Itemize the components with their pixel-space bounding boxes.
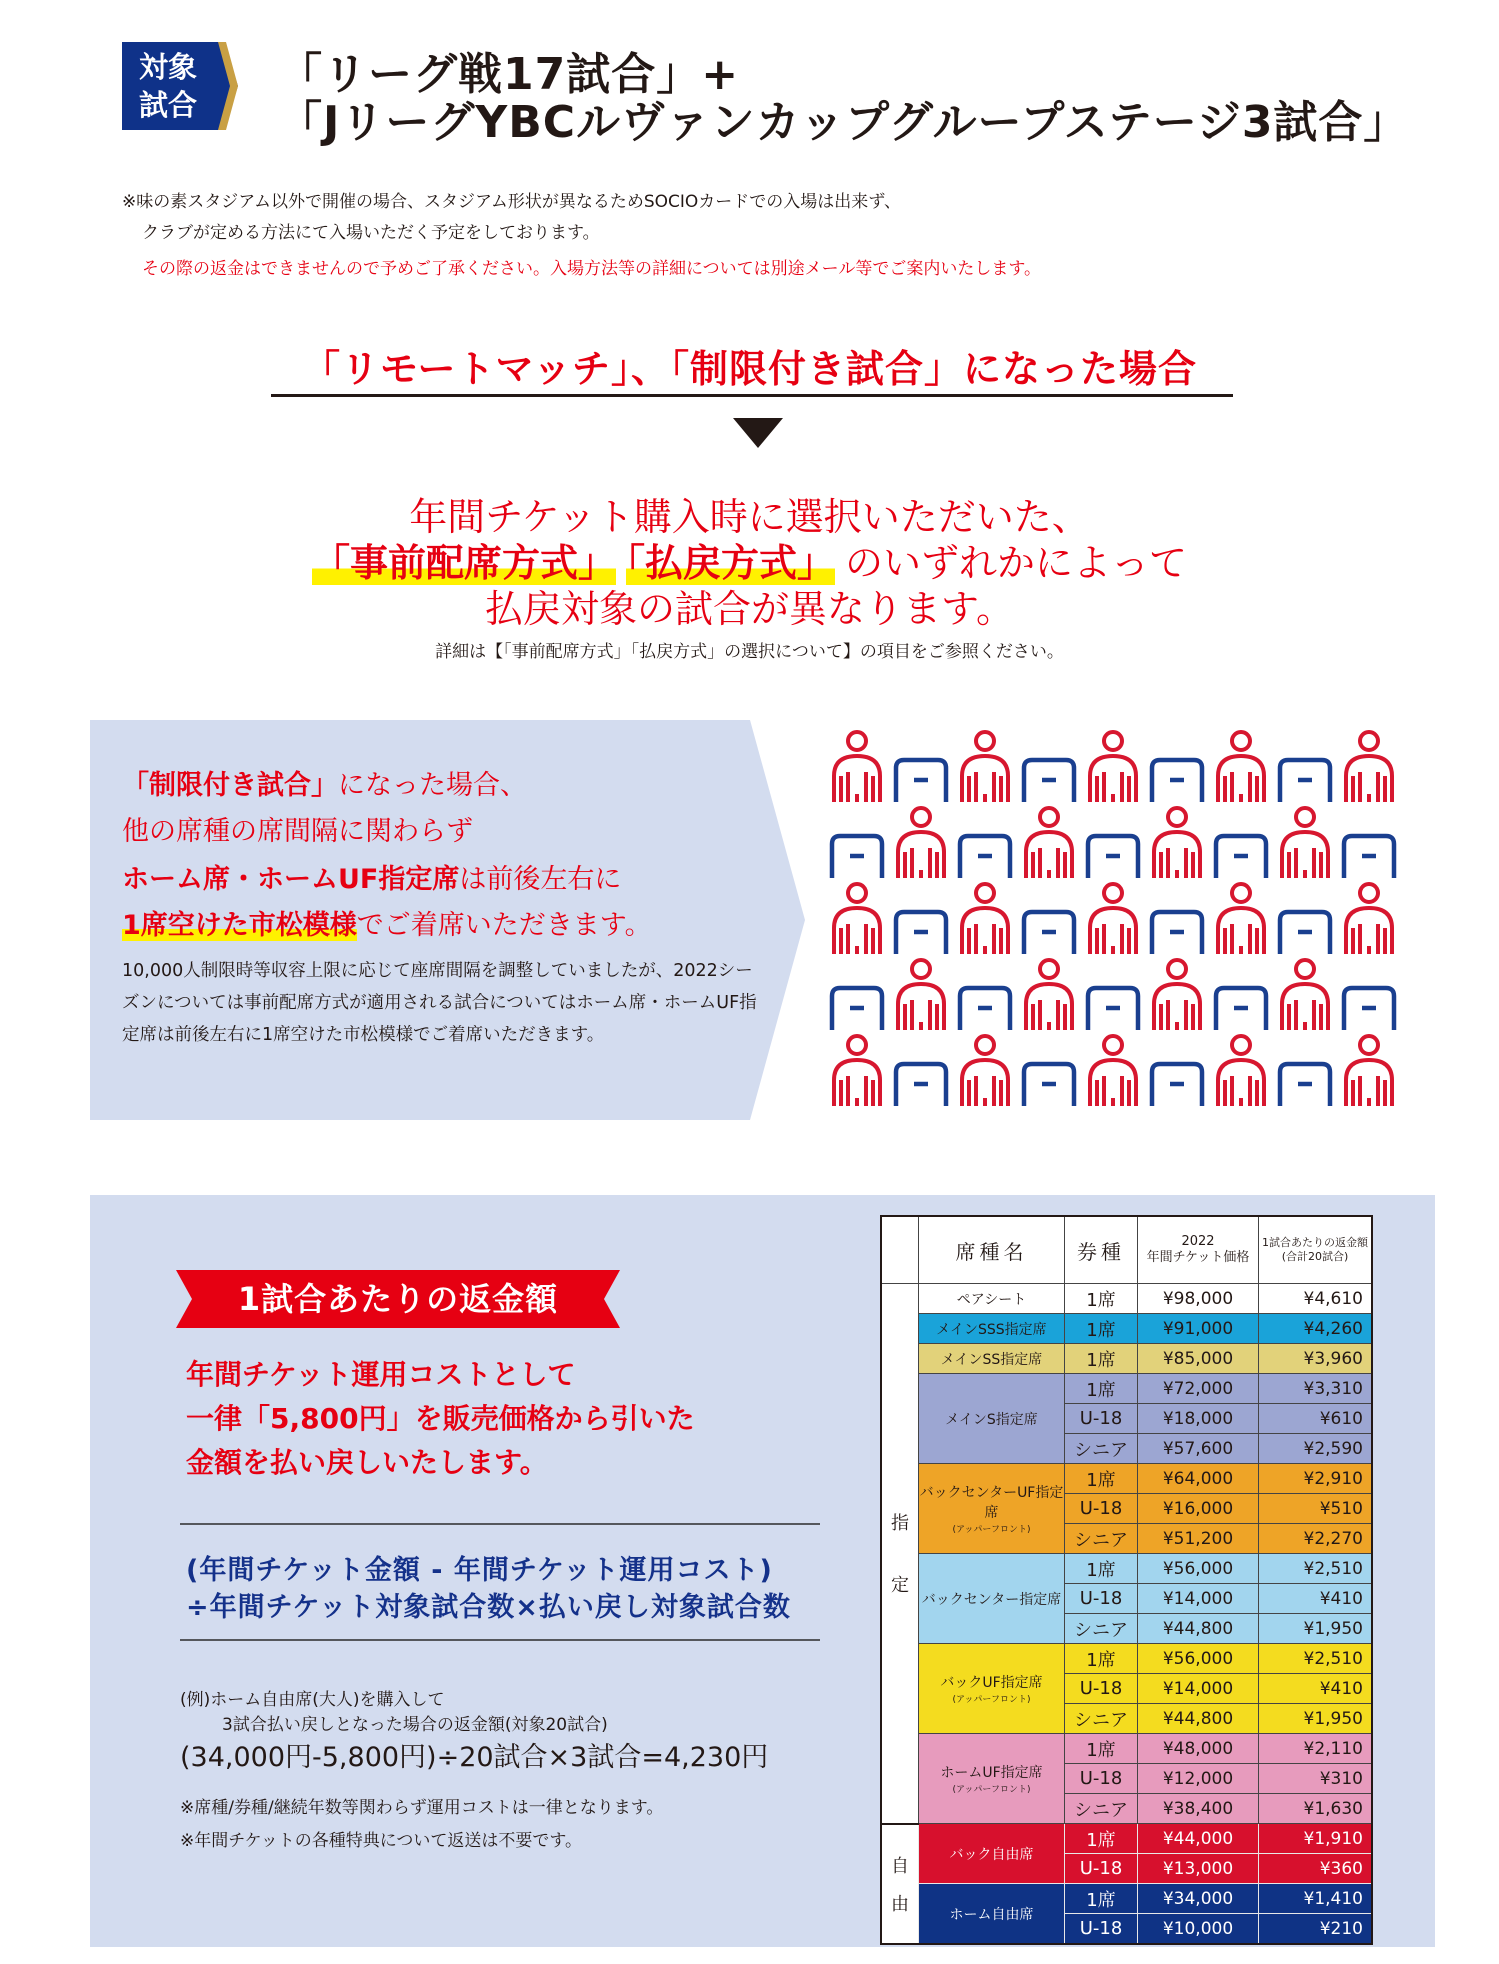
footnote-2: ※年間チケットの各種特典について返送は不要です。 <box>180 1831 583 1851</box>
header-price-year: 2022 <box>1181 1234 1215 1249</box>
table-row <box>881 1884 1372 1914</box>
price-cell: ¥48,000 <box>1138 1734 1259 1764</box>
header-refund-sub: (合計20試合) <box>1281 1250 1349 1263</box>
badge-line-1: 対象 <box>138 50 197 84</box>
ticket-type-cell: 1席 <box>1065 1284 1138 1314</box>
price-cell: ¥72,000 <box>1138 1374 1259 1404</box>
ticket-type-cell: U-18 <box>1065 1764 1138 1794</box>
ticket-type-cell: 1席 <box>1065 1734 1138 1764</box>
row-5 <box>834 1036 1392 1106</box>
example-line-1: (例)ホーム自由席(大人)を購入して <box>180 1690 445 1710</box>
refund-cell: ¥410 <box>1259 1674 1373 1704</box>
seat-name-cell: メインSSS指定席 <box>919 1314 1065 1344</box>
price-cell: ¥85,000 <box>1138 1344 1259 1374</box>
divider <box>271 394 1233 397</box>
seat-name-cell: ペアシート <box>919 1284 1065 1314</box>
refund-cell: ¥1,910 <box>1259 1824 1373 1854</box>
ticket-type-cell: U-18 <box>1065 1674 1138 1704</box>
price-cell: ¥44,000 <box>1138 1824 1259 1854</box>
formula-divider-top <box>180 1523 820 1525</box>
ticket-type-cell: 1席 <box>1065 1824 1138 1854</box>
ticket-type-cell: 1席 <box>1065 1464 1138 1494</box>
price-cell: ¥38,400 <box>1138 1794 1259 1824</box>
header-price-label: 年間チケット価格 <box>1146 1250 1250 1265</box>
panel-line-1 <box>122 763 527 802</box>
refund-cell: ¥2,910 <box>1259 1464 1373 1494</box>
refund-cell: ¥2,590 <box>1259 1434 1373 1464</box>
group-reserved-label: 指 定 <box>881 1284 919 1824</box>
ticket-type-cell: 1席 <box>1065 1554 1138 1584</box>
table-row <box>881 1644 1372 1674</box>
chevron-right-icon <box>214 42 240 130</box>
refund-cell: ¥610 <box>1259 1404 1373 1434</box>
seat-name-cell: バック自由席 <box>919 1824 1065 1884</box>
ticket-type-cell: シニア <box>1065 1434 1138 1464</box>
ticket-type-cell: シニア <box>1065 1614 1138 1644</box>
example-calculation: (34,000円-5,800円)÷20試合×3試合=4,230円 <box>180 1742 769 1773</box>
refund-cell: ¥510 <box>1259 1494 1373 1524</box>
ticket-type-cell: シニア <box>1065 1704 1138 1734</box>
seat-name-cell: メインSS指定席 <box>919 1344 1065 1374</box>
price-cell: ¥51,200 <box>1138 1524 1259 1554</box>
lead-line-2-rest: のいずれかによって <box>845 541 1188 585</box>
price-cell: ¥16,000 <box>1138 1494 1259 1524</box>
refund-cell: ¥310 <box>1259 1764 1373 1794</box>
ticket-type-cell: U-18 <box>1065 1854 1138 1884</box>
refund-cell: ¥3,310 <box>1259 1374 1373 1404</box>
table-row <box>881 1824 1372 1854</box>
table-row <box>881 1284 1372 1314</box>
price-cell: ¥10,000 <box>1138 1914 1259 1945</box>
refund-cell: ¥1,410 <box>1259 1884 1373 1914</box>
row-2 <box>832 808 1394 878</box>
price-cell: ¥44,800 <box>1138 1704 1259 1734</box>
refund-cell: ¥210 <box>1259 1914 1373 1945</box>
footnote-1: ※席種/券種/継続年数等関わらず運用コストは一律となります。 <box>180 1798 664 1818</box>
seat-name-cell: ホーム自由席 <box>919 1884 1065 1945</box>
header-refund-label: 1試合あたりの返金額 <box>1262 1236 1368 1249</box>
panel-line-3 <box>122 857 621 896</box>
checkerboard-seating-pictogram <box>820 728 1410 1118</box>
refund-cell: ¥410 <box>1259 1584 1373 1614</box>
refund-cell: ¥2,510 <box>1259 1554 1373 1584</box>
panel-line-1-rest: になった場合、 <box>338 770 527 801</box>
refund-cell: ¥360 <box>1259 1854 1373 1884</box>
header-seat-name: 席種名 <box>919 1216 1065 1284</box>
ticket-type-cell: U-18 <box>1065 1494 1138 1524</box>
lead-line-1: 年間チケット購入時に選択いただいた、 <box>409 495 1090 539</box>
ticket-type-cell: U-18 <box>1065 1404 1138 1434</box>
formula-line-1: (年間チケット金額 - 年間チケット運用コスト) <box>186 1555 773 1586</box>
panel-line-3-rest: は前後左右に <box>459 864 622 895</box>
refund-cell: ¥1,630 <box>1259 1794 1373 1824</box>
note-line-2: クラブが定める方法にて入場いただく予定をしております。 <box>142 223 600 243</box>
header-group <box>881 1216 919 1284</box>
panel-body: 10,000人制限時等収容上限に応じて座席間隔を調整していましたが、2022シーズンについては事前配席方式が適用される試合についてはホーム席・ホームUF指定席は前後左右に1席空けた市松模様でご着席いただきます。 <box>122 961 757 1045</box>
refund-price-table <box>880 1215 1373 1945</box>
refund-cell: ¥3,960 <box>1259 1344 1373 1374</box>
table-row <box>881 1344 1372 1374</box>
row-4 <box>832 960 1394 1030</box>
row-3 <box>834 884 1392 954</box>
badge-line-2: 試合 <box>138 88 197 122</box>
lead-line-3: 払戻対象の試合が異なります。 <box>485 587 1014 631</box>
table-row <box>881 1734 1372 1764</box>
ticket-type-cell: U-18 <box>1065 1914 1138 1945</box>
price-cell: ¥13,000 <box>1138 1854 1259 1884</box>
refund-desc-line-1: 年間チケット運用コストとして <box>186 1358 576 1391</box>
seat-name-cell: バックセンター指定席 <box>919 1554 1065 1644</box>
price-cell: ¥64,000 <box>1138 1464 1259 1494</box>
refund-cell: ¥1,950 <box>1259 1704 1373 1734</box>
example-line-2: 3試合払い戻しとなった場合の返金額(対象20試合) <box>222 1715 608 1735</box>
ticket-type-cell: 1席 <box>1065 1884 1138 1914</box>
panel-line-4 <box>122 903 652 942</box>
refund-cell: ¥2,110 <box>1259 1734 1373 1764</box>
refund-cell: ¥1,950 <box>1259 1614 1373 1644</box>
price-cell: ¥12,000 <box>1138 1764 1259 1794</box>
price-cell: ¥18,000 <box>1138 1404 1259 1434</box>
table-row <box>881 1464 1372 1494</box>
refund-cell: ¥4,260 <box>1259 1314 1373 1344</box>
note-refund-warning: その際の返金はできませんので予めご了承ください。入場方法等の詳細については別途メール等でご案内いたします。 <box>142 259 1041 279</box>
formula-divider-bottom <box>180 1639 820 1641</box>
ticket-type-cell: シニア <box>1065 1794 1138 1824</box>
price-cell: ¥56,000 <box>1138 1554 1259 1584</box>
header-title-line-2: 「JリーグYBCルヴァンカップグループステージ3試合」 <box>278 97 1409 148</box>
refund-cell: ¥2,510 <box>1259 1644 1373 1674</box>
seat-name-cell: バックUF指定席 (アッパーフロント) <box>919 1644 1065 1734</box>
restricted-match-label: 「制限付き試合」 <box>122 770 338 801</box>
ticket-type-cell: 1席 <box>1065 1644 1138 1674</box>
ticket-type-cell: 1席 <box>1065 1374 1138 1404</box>
table-header-row <box>881 1216 1372 1284</box>
refund-cell: ¥4,610 <box>1259 1284 1373 1314</box>
price-cell: ¥98,000 <box>1138 1284 1259 1314</box>
highlight-pre-seat-method: 「事前配席方式」 <box>311 541 616 585</box>
price-cell: ¥56,000 <box>1138 1644 1259 1674</box>
panel-line-2: 他の席種の席間隔に関わらず <box>122 816 473 847</box>
refund-desc-line-3: 金額を払い戻しいたします。 <box>186 1446 548 1479</box>
ticket-type-cell: 1席 <box>1065 1314 1138 1344</box>
price-cell: ¥34,000 <box>1138 1884 1259 1914</box>
seat-name-cell: ホームUF指定席 (アッパーフロント) <box>919 1734 1065 1824</box>
section-title: 「リモートマッチ」、「制限付き試合」になった場合 <box>302 347 1197 391</box>
table-row <box>881 1314 1372 1344</box>
ticket-type-cell: シニア <box>1065 1524 1138 1554</box>
note-line-1: ※味の素スタジアム以外で開催の場合、スタジアム形状が異なるためSOCIOカードでの入場は出来ず、 <box>122 192 901 212</box>
header-title-line-1: 「リーグ戦17試合」+ <box>278 49 740 100</box>
refund-desc-line-2: 一律「5,800円」を販売価格から引いた <box>186 1402 695 1435</box>
formula-line-2: ÷年間チケット対象試合数×払い戻し対象試合数 <box>186 1592 791 1623</box>
row-1 <box>834 732 1392 802</box>
price-cell: ¥91,000 <box>1138 1314 1259 1344</box>
panel-line-4-rest: でご着席いただきます。 <box>356 910 652 941</box>
price-cell: ¥14,000 <box>1138 1674 1259 1704</box>
refund-per-match-heading: 1試合あたりの返金額 <box>237 1280 559 1318</box>
refund-cell: ¥2,270 <box>1259 1524 1373 1554</box>
table-row <box>881 1374 1372 1404</box>
highlight-refund-method: 「払戻方式」 <box>625 541 835 585</box>
target-matches-badge <box>122 42 214 130</box>
ticket-type-cell: U-18 <box>1065 1584 1138 1614</box>
group-free-label: 自 由 <box>881 1824 919 1945</box>
price-cell: ¥44,800 <box>1138 1614 1259 1644</box>
ticket-type-cell: 1席 <box>1065 1344 1138 1374</box>
price-cell: ¥14,000 <box>1138 1584 1259 1614</box>
seat-name-cell: バックセンターUF指定席 (アッパーフロント) <box>919 1464 1065 1554</box>
home-seat-label: ホーム席・ホームUF指定席 <box>122 864 460 895</box>
detail-reference: 詳細は【「事前配席方式」「払戻方式」の選択について】の項目をご参照ください。 <box>435 642 1064 662</box>
price-cell: ¥57,600 <box>1138 1434 1259 1464</box>
header-refund <box>1259 1216 1373 1284</box>
checkerboard-label: 1席空けた市松模様 <box>122 910 357 941</box>
table-row <box>881 1554 1372 1584</box>
header-ticket-type: 券種 <box>1065 1216 1138 1284</box>
down-triangle-icon <box>733 418 783 448</box>
seat-name-cell: メインS指定席 <box>919 1374 1065 1464</box>
header-price <box>1138 1216 1259 1284</box>
